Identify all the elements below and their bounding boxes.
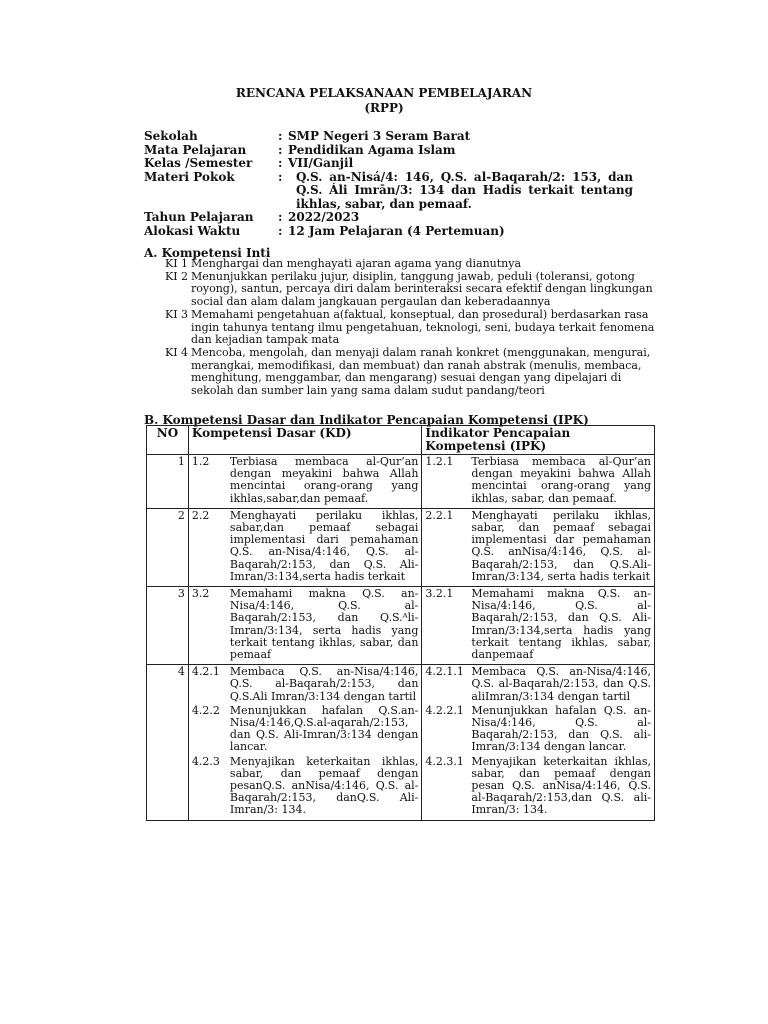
ki-number: KI 3 <box>165 307 189 321</box>
kd-code: 4.2.3 <box>191 754 220 768</box>
kd-text: Menghayati perilaku ikhlas, sabar,dan pemaaf sebagai implementasi dari pemahaman Q.S. an-Nisa/4:146, Q.S. al-Baqarah/2:153, dan Q.S. Ali-Imran/3:134,serta hadis terkait <box>229 508 419 583</box>
kd-code: 2.2 <box>191 508 210 522</box>
ki-text: Menghargai dan menghayati ajaran agama yang dianutnya <box>191 257 522 270</box>
section-b-heading: B. Kompetensi Dasar dan Indikator Pencapaian Kompetensi (IPK) <box>144 413 589 427</box>
info-row: Tahun Pelajaran : 2022/2023 <box>144 210 360 224</box>
info-row: Mata Pelajaran : Pendidikan Agama Islam <box>144 142 456 157</box>
info-value: Pendidikan Agama Islam <box>288 142 456 157</box>
ipk-code: 3.2.1 <box>425 587 454 601</box>
kd-text: Terbiasa membaca al-Qur’an dengan meyakini bahwa Allah mencintai orang-orang yang ikhlas,sabar,dan pemaaf. <box>229 455 419 505</box>
row-number: 1 <box>147 455 189 509</box>
header-no: NO <box>147 426 189 455</box>
info-label: Tahun Pelajaran <box>144 210 254 224</box>
ipk-code: 4.2.1.1 <box>425 665 464 679</box>
info-label: Kelas /Semester <box>144 156 253 170</box>
table-row <box>147 587 655 665</box>
kd-cell <box>188 508 421 586</box>
table-row <box>147 455 655 509</box>
document-subtitle: (RPP) <box>364 101 404 115</box>
kd-text: Menunjukkan hafalan Q.S.an-Nisa/4:146,Q.S.al-aqarah/2:153, dan Q.S. Ali-Imran/3:134 dengan lancar. <box>229 703 419 754</box>
ipk-code: 4.2.3.1 <box>425 754 464 768</box>
info-value: Q.S. an-Nisá/4: 146, Q.S. al-Baqarah/2: 153, dan Q.S. Áli Imrān/3: 134 dan Hadis terkait tentang ikhlas, sabar, dan pemaaf. <box>296 169 633 211</box>
ipk-code: 1.2.1 <box>425 455 454 468</box>
table-row <box>147 508 655 586</box>
kd-text: Memahami makna Q.S. an-Nisa/4:146, Q.S. al-Baqarah/2:153, dan Q.S.ᴬli-Imran/3:134, serta hadis yang terkait tentang ikhlas, sabar, dan pemaaf <box>229 587 419 662</box>
kd-cell <box>188 665 421 820</box>
kd-cell <box>188 587 421 665</box>
info-row: Materi Pokok : Q.S. an-Nisá/4: 146, Q.S. al-Baqarah/2: 153, dan Q.S. Áli Imrān/3: 134 dan Hadis terkait tentang ikhlas, sabar, dan pemaaf. <box>144 169 633 211</box>
table-row <box>147 665 655 820</box>
info-label: Mata Pelajaran <box>144 142 247 157</box>
ki-text: Menunjukkan perilaku jujur, disiplin, tanggung jawab, peduli (toleransi, gotong royong), santun, percaya diri dalam berinteraksi secara efektif dengan lingkungan social dan alam dalam jangkauan pergaulan dan keberadaannya <box>191 269 653 309</box>
info-label: Sekolah <box>144 129 198 143</box>
info-block <box>144 130 633 238</box>
ipk-cell <box>422 587 655 665</box>
row-number: 3 <box>147 587 189 665</box>
ipk-text: Memahami makna Q.S. an-Nisa/4:146, Q.S. al-Baqarah/2:153, dan Q.S. Ali-Imran/3:134,serta hadis yang terkait tentang ikhlas, sabar, danpemaaf <box>471 587 651 662</box>
ki-text: Mencoba, mengolah, dan menyaji dalam ranah konkret (menggunakan, mengurai, merangkai, memodifikasi, dan membuat) dan ranah abstrak (menulis, membaca, menghitung, menggambar, dan mengarang) sesuai dengan yang dipelajari di sekolah dan sumber lain yang sama dalam sudut pandang/teori <box>191 345 651 398</box>
info-label: Alokasi Waktu <box>144 223 241 238</box>
document-title: RENCANA PELAKSANAAN PEMBELAJARAN <box>235 86 533 100</box>
ipk-text: Terbiasa membaca al-Qur’an dengan meyakini bahwa Allah mencintai orang-orang yang ikhlas, sabar, dan pemaaf. <box>471 455 651 505</box>
ipk-text: Menunjukkan hafalan Q.S. an-Nisa/4:146, Q.S. al-Baqarah/2:153, dan Q.S. ali-Imran/3:134 dengan lancar. <box>471 703 651 754</box>
kd-code: 3.2 <box>191 587 210 601</box>
kd-code: 1.2 <box>191 455 210 468</box>
ki-list <box>165 258 661 398</box>
info-row: Sekolah : SMP Negeri 3 Seram Barat <box>144 129 471 143</box>
kd-cell <box>188 455 421 509</box>
header-ipk: Indikator Pencapaian Kompetensi (IPK) <box>422 426 655 455</box>
info-row: Alokasi Waktu : 12 Jam Pelajaran (4 Pertemuan) <box>144 223 505 238</box>
info-value: SMP Negeri 3 Seram Barat <box>288 129 471 143</box>
list-item <box>165 347 661 398</box>
ipk-text: Menghayati perilaku ikhlas, sabar, dan pemaaf sebagai implementasi dar pemahaman Q.S. anNisa/4:146, Q.S. al-Baqarah/2:153, dan Q.S.Ali-Imran/3:134, serta hadis terkait <box>471 508 651 583</box>
section-a-heading: A. Kompetensi Inti <box>144 246 271 260</box>
ipk-cell <box>422 508 655 586</box>
list-item <box>165 271 661 309</box>
row-number: 4 <box>147 665 189 820</box>
ki-text: Memahami pengetahuan a(faktual, konseptual, dan prosedural) berdasarkan rasa ingin tahunya tentang ilmu pengetahuan, teknologi, seni, budaya terkait fenomena dan kejadian tampak mata <box>191 307 655 347</box>
header-kd: Kompetensi Dasar (KD) <box>188 426 421 455</box>
ipk-cell <box>422 665 655 820</box>
table-header-row <box>147 426 655 455</box>
list-item <box>165 309 661 347</box>
info-row: Kelas /Semester : VII/Ganjil <box>144 156 354 170</box>
ipk-code: 4.2.2.1 <box>425 703 464 717</box>
info-value: 2022/2023 <box>288 210 360 224</box>
list-item <box>165 258 661 271</box>
ki-number: KI 1 <box>165 257 189 270</box>
ki-number: KI 4 <box>165 345 189 359</box>
kd-code: 4.2.2 <box>191 703 220 717</box>
ipk-text: Membaca Q.S. an-Nisa/4:146, Q.S. al-Baqarah/2:153, dan Q.S. aliImran/3:134 dengan tartil <box>471 665 651 703</box>
ipk-cell <box>422 455 655 509</box>
ipk-code: 2.2.1 <box>425 508 454 522</box>
kd-code: 4.2.1 <box>191 665 220 679</box>
info-value: VII/Ganjil <box>288 156 354 170</box>
ki-number: KI 2 <box>165 269 189 283</box>
kd-text: Menyajikan keterkaitan ikhlas, sabar, dan pemaaf dengan pesanQ.S. anNisa/4:146, Q.S. al-Baqarah/2:153, danQ.S. Ali-Imran/3: 134. <box>229 754 419 817</box>
info-value: 12 Jam Pelajaran (4 Pertemuan) <box>288 223 505 238</box>
row-number: 2 <box>147 508 189 586</box>
kd-ipk-table <box>146 425 655 821</box>
info-label: Materi Pokok <box>144 169 235 184</box>
ipk-text: Menyajikan keterkaitan ikhlas, sabar, dan pemaaf dengan pesan Q.S. anNisa/4:146, Q.S. al-Baqarah/2:153,dan Q.S. ali-Imran/3: 134. <box>471 754 651 817</box>
kd-text: Membaca Q.S. an-Nisa/4:146, Q.S. al-Baqarah/2:153, dan Q.S.Ali Imran/3:134 dengan tartil <box>229 665 419 703</box>
